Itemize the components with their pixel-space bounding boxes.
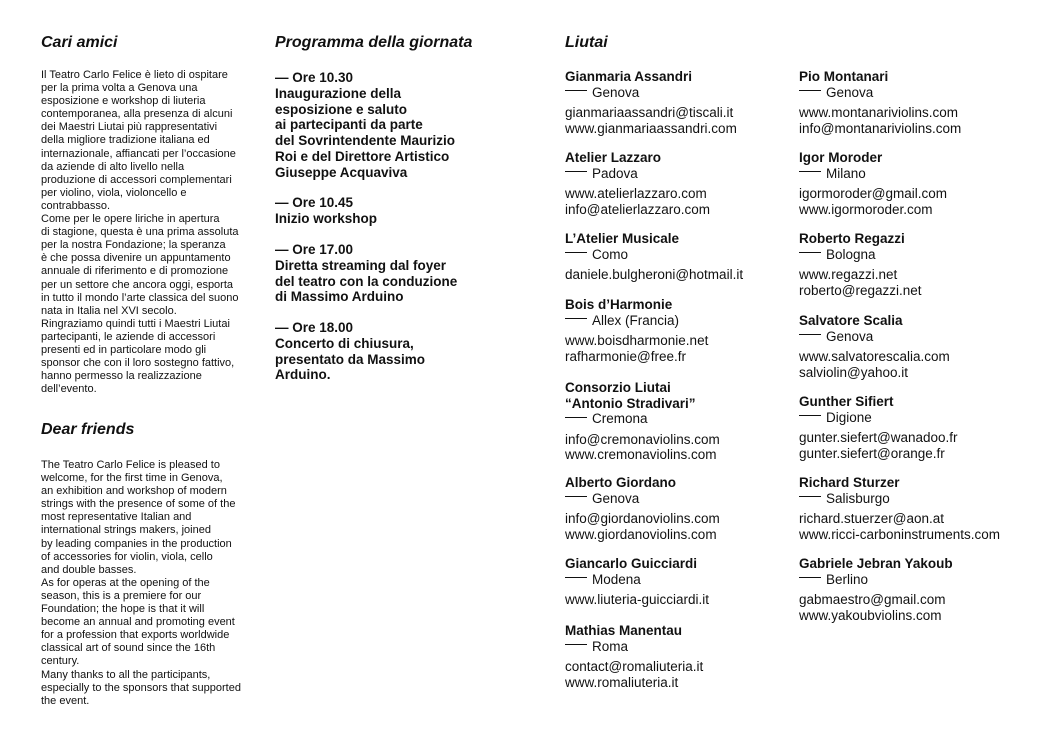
program-item-1045: — Ore 10.45 Inizio workshop bbox=[275, 195, 378, 226]
dash-rule bbox=[799, 415, 821, 416]
luthier-name: Giancarlo Guicciardi bbox=[565, 556, 698, 571]
dash-rule bbox=[799, 334, 821, 335]
luthier-entry bbox=[565, 69, 805, 136]
website-link[interactable]: www.liuteria-guicciardi.it bbox=[565, 592, 710, 607]
luthier-contacts bbox=[565, 333, 805, 364]
luthier-entry bbox=[799, 313, 1039, 380]
email-link[interactable]: salviolin@yahoo.it bbox=[799, 364, 909, 380]
email-link[interactable]: gabmaestro@gmail.com bbox=[799, 592, 946, 607]
luthier-contacts bbox=[799, 105, 1039, 136]
luthier-entry bbox=[799, 150, 1039, 217]
luthier-name: Atelier Lazzaro bbox=[565, 150, 662, 165]
dash-rule bbox=[565, 252, 587, 253]
luthier-city-line bbox=[799, 85, 1039, 101]
luthier-city: Genova bbox=[826, 84, 874, 100]
luthier-city-line bbox=[799, 410, 1039, 426]
luthier-city-line bbox=[799, 491, 1039, 507]
luthier-city-line bbox=[565, 639, 805, 655]
luthier-entry bbox=[799, 556, 1039, 623]
email-link[interactable]: igormoroder@gmail.com bbox=[799, 186, 947, 201]
heading-cari-amici: Cari amici bbox=[41, 34, 118, 51]
luthier-contacts bbox=[565, 105, 805, 136]
email-link[interactable]: gunter.siefert@orange.fr bbox=[799, 445, 945, 461]
luthier-contacts bbox=[799, 267, 1039, 298]
dash-rule bbox=[565, 417, 587, 418]
luthier-contacts bbox=[799, 511, 1039, 542]
program-item-1800: — Ore 18.00 Concerto di chiusura, presentato da Massimo Arduino. bbox=[275, 320, 426, 383]
luthier-name: Richard Sturzer bbox=[799, 475, 900, 490]
luthier-city-line bbox=[799, 329, 1039, 345]
email-link[interactable]: roberto@regazzi.net bbox=[799, 282, 922, 298]
luthier-city-line bbox=[565, 572, 805, 588]
email-link[interactable]: info@atelierlazzaro.com bbox=[565, 201, 711, 217]
dash-rule bbox=[565, 318, 587, 319]
dash-rule bbox=[799, 171, 821, 172]
luthier-entry bbox=[565, 623, 805, 690]
website-link[interactable]: www.giordanoviolins.com bbox=[565, 526, 717, 542]
email-link[interactable]: contact@romaliuteria.it bbox=[565, 659, 704, 674]
luthier-city: Genova bbox=[826, 328, 874, 344]
intro-text-english: The Teatro Carlo Felice is pleased to welcome, for the first time in Genova, an exhibition and workshop of modern strings with the presence of some of the most representative Italian and international strings makers, joined by leading companies in the production of accessories for violin, viola, cello and double basses. As for operas at the opening of the season, this is a premiere for our Foundation; the hope is that it will become an annual and promoting event for a profession that exports worldwide classical art of sound since the 16th century. Many thanks to all the participants, especially to the sponsors that supported the event. bbox=[41, 459, 241, 707]
website-link[interactable]: www.atelierlazzaro.com bbox=[565, 186, 707, 201]
email-link[interactable]: info@montanariviolins.com bbox=[799, 120, 962, 136]
website-link[interactable]: www.yakoubviolins.com bbox=[799, 607, 942, 623]
dash-rule bbox=[565, 577, 587, 578]
luthier-city: Berlino bbox=[826, 571, 869, 587]
luthier-city-line bbox=[565, 491, 805, 507]
heading-liutai: Liutai bbox=[565, 34, 608, 51]
luthier-contacts bbox=[799, 349, 1039, 380]
luthier-city: Salisburgo bbox=[826, 490, 890, 506]
luthier-contacts bbox=[565, 267, 805, 283]
luthier-name: Igor Moroder bbox=[799, 150, 883, 165]
luthier-city: Padova bbox=[592, 165, 638, 181]
email-link[interactable]: daniele.bulgheroni@hotmail.it bbox=[565, 267, 744, 282]
luthier-entry bbox=[565, 297, 805, 364]
luthier-name: L’Atelier Musicale bbox=[565, 231, 680, 246]
luthier-entry bbox=[565, 380, 805, 463]
luthier-entry bbox=[799, 475, 1039, 542]
website-link[interactable]: www.gianmariaassandri.com bbox=[565, 120, 737, 136]
website-link[interactable]: www.igormoroder.com bbox=[799, 201, 933, 217]
luthier-entry bbox=[565, 231, 805, 283]
website-link[interactable]: www.ricci-carboninstruments.com bbox=[799, 526, 1001, 542]
luthier-city: Bologna bbox=[826, 246, 876, 262]
program-item-1030: — Ore 10.30 Inaugurazione della esposizione e saluto ai partecipanti da parte del Sovrintendente Maurizio Roi e del Direttore Artistico Giuseppe Acquaviva bbox=[275, 70, 456, 180]
luthier-contacts bbox=[565, 186, 805, 217]
website-link[interactable]: www.romaliuteria.it bbox=[565, 674, 679, 690]
luthier-contacts bbox=[799, 186, 1039, 217]
luthier-city-line bbox=[565, 85, 805, 101]
website-link[interactable]: www.regazzi.net bbox=[799, 267, 898, 282]
luthier-city: Milano bbox=[826, 165, 866, 181]
luthier-city-line bbox=[799, 572, 1039, 588]
luthier-city: Modena bbox=[592, 571, 641, 587]
luthier-name: Consorzio Liutai “Antonio Stradivari” bbox=[565, 380, 696, 411]
luthier-name: Gianmaria Assandri bbox=[565, 69, 693, 84]
dash-rule bbox=[565, 496, 587, 497]
email-link[interactable]: gunter.siefert@wanadoo.fr bbox=[799, 430, 958, 445]
luthier-contacts bbox=[565, 592, 805, 608]
website-link[interactable]: www.salvatorescalia.com bbox=[799, 349, 950, 364]
luthier-city-line bbox=[565, 247, 805, 263]
luthier-name: Salvatore Scalia bbox=[799, 313, 903, 328]
luthier-city-line bbox=[565, 166, 805, 182]
luthier-entry bbox=[565, 475, 805, 542]
luthier-city: Genova bbox=[592, 490, 640, 506]
website-link[interactable]: www.boisdharmonie.net bbox=[565, 333, 709, 348]
email-link[interactable]: gianmariaassandri@tiscali.it bbox=[565, 105, 734, 120]
email-link[interactable]: rafharmonie@free.fr bbox=[565, 348, 686, 364]
luthier-contacts bbox=[565, 659, 805, 690]
luthier-contacts bbox=[565, 432, 805, 463]
luthier-city-line bbox=[565, 313, 805, 329]
dash-rule bbox=[565, 90, 587, 91]
luthier-entry bbox=[799, 231, 1039, 298]
luthier-name: Bois d’Harmonie bbox=[565, 297, 673, 312]
dash-rule bbox=[799, 496, 821, 497]
program-item-1700: — Ore 17.00 Diretta streaming dal foyer del teatro con la conduzione di Massimo Arduino bbox=[275, 242, 458, 305]
luthier-city-line bbox=[565, 411, 805, 427]
luthier-city: Allex (Francia) bbox=[592, 312, 680, 328]
intro-text-italian: Il Teatro Carlo Felice è lieto di ospitare per la prima volta a Genova una esposizione e workshop di liuteria contemporanea, alla presenza di alcuni dei Maestri Liutai più rappresentativi della migliore tradizione italiana ed internazionale, affiancati per l’occasione da aziende di alto livello nella produzione di accessori complementari per violino, viola, violoncello e contrabbasso. Come per le opere liriche in apertura di stagione, questa è una prima assoluta per la nostra Fondazione; la speranza è che possa divenire un appuntamento annuale di riferimento e di promozione per un settore che ancora oggi, esporta in tutto il mondo l’arte classica del suono nata in Italia nel XVI secolo. Ringraziamo quindi tutti i Maestri Liutai partecipanti, le aziende di accessori presenti ed in particolare modo gli sponsor che con il loro sostegno fattivo, hanno permesso la realizzazione dell’evento. bbox=[41, 69, 239, 396]
email-link[interactable]: info@giordanoviolins.com bbox=[565, 511, 720, 526]
luthier-city: Roma bbox=[592, 638, 629, 654]
luthier-city: Digione bbox=[826, 409, 872, 425]
luthier-city: Como bbox=[592, 246, 629, 262]
heading-dear-friends: Dear friends bbox=[41, 421, 135, 438]
email-link[interactable]: info@cremonaviolins.com bbox=[565, 431, 720, 447]
dash-rule bbox=[799, 577, 821, 578]
luthier-name: Roberto Regazzi bbox=[799, 231, 905, 246]
luthier-city: Cremona bbox=[592, 411, 648, 426]
dash-rule bbox=[565, 171, 587, 172]
luthier-name: Mathias Manentau bbox=[565, 623, 683, 638]
luthier-entry bbox=[565, 150, 805, 217]
luthier-name: Alberto Giordano bbox=[565, 475, 676, 490]
email-link[interactable]: richard.stuerzer@aon.at bbox=[799, 511, 945, 526]
luthier-name: Pio Montanari bbox=[799, 69, 889, 84]
luthier-name: Gabriele Jebran Yakoub bbox=[799, 556, 953, 571]
luthier-name: Gunther Sifiert bbox=[799, 394, 894, 409]
luthier-entry bbox=[565, 556, 805, 608]
luthier-city-line bbox=[799, 247, 1039, 263]
dash-rule bbox=[799, 252, 821, 253]
website-link[interactable]: www.montanariviolins.com bbox=[799, 105, 959, 120]
luthier-contacts bbox=[799, 592, 1039, 623]
luthier-entry bbox=[799, 394, 1039, 461]
dash-rule bbox=[565, 644, 587, 645]
luthier-entry bbox=[799, 69, 1039, 136]
luthier-city: Genova bbox=[592, 84, 640, 100]
website-link[interactable]: www.cremonaviolins.com bbox=[565, 447, 717, 462]
luthier-city-line bbox=[799, 166, 1039, 182]
luthier-contacts bbox=[799, 430, 1039, 461]
heading-programma: Programma della giornata bbox=[275, 34, 473, 51]
luthier-contacts bbox=[565, 511, 805, 542]
dash-rule bbox=[799, 90, 821, 91]
